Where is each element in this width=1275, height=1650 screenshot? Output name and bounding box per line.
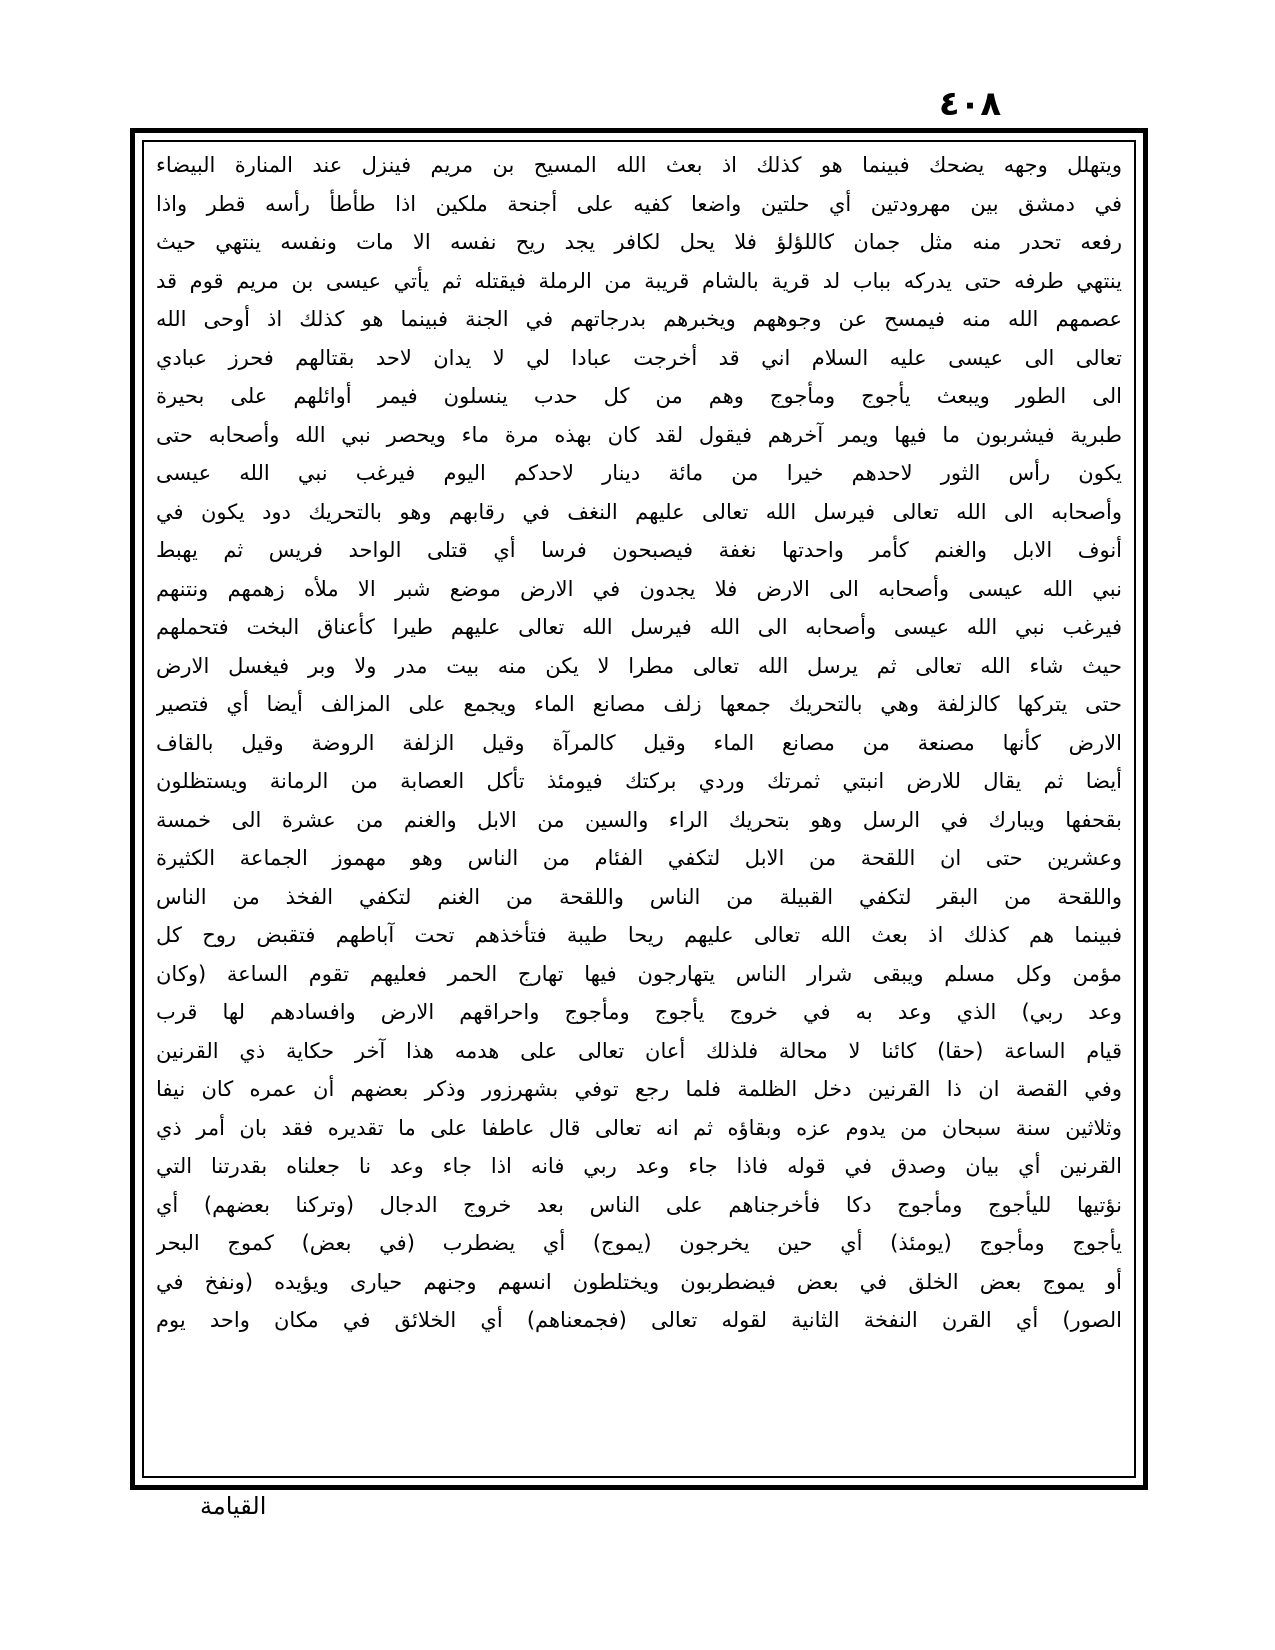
text-line: وثلاثين سنة سبحان من يدوم عزه وبقاؤه ثم انه تعالى قال عاطفا على ما تقديره فقد بان أمر ذي — [156, 1115, 1122, 1140]
text-line: عصمهم الله منه فيمسح عن وجوههم ويخبرهم بدرجاتهم في الجنة فبينما هو كذلك اذ أوحى الله — [156, 307, 1122, 331]
page-number: ٤٠٨ — [938, 84, 1002, 124]
text-line: وأصحابه الى الله تعالى فيرسل الله تعالى عليهم النغف في رقابهم وهو بالتحريك دود يكون في — [156, 499, 1122, 524]
text-line: وعشرين حتى ان اللقحة من الابل لتكفي الفئام من الناس وهو مهموز الجماعة الكثيرة — [156, 846, 1122, 870]
text-line: أنوف الابل والغنم كأمر واحدتها نغفة فيصبحون فرسا أي قتلى الواحد فريس ثم يهبط — [156, 538, 1122, 562]
text-line: بقحفها ويبارك في الرسل وهو بتحريك الراء والسين من الابل والغنم من عشرة الى خمسة — [156, 807, 1122, 832]
text-line: أيضا ثم يقال للارض انبتي ثمرتك وردي بركتك فيومئذ تأكل العصابة من الرمانة ويستظلون — [156, 769, 1122, 793]
text-line: حيث شاء الله تعالى ثم يرسل الله تعالى مطرا لا يكن منه بيت مدر ولا وبر فيغسل الارض — [156, 653, 1122, 678]
text-line: الارض كأنها مصنعة من مصانع الماء وقيل كالمرآة وقيل الزلفة الروضة وقيل بالقاف — [156, 730, 1122, 755]
text-line: يكون رأس الثور لاحدهم خيرا من مائة دينار لاحدكم اليوم فيرغب نبي الله عيسى — [156, 461, 1122, 485]
text-line: تعالى الى عيسى عليه السلام اني قد أخرجت عبادا لي لا يدان لاحد بقتالهم فحرز عبادي — [156, 345, 1122, 370]
text-line: حتى يتركها كالزلفة وهي بالتحريك جمعها زلف مصانع الماء ويجمع على المزالف أيضا أي فتصير — [156, 692, 1122, 716]
text-line: يأجوج ومأجوج (يومئذ) أي حين يخرجون (يموج) أي يضطرب (في بعض) كموج البحر — [156, 1231, 1122, 1255]
text-line: نؤتيها لليأجوج ومأجوج دكا فأخرجناهم على الناس بعد خروج الدجال (وتركنا بعضهم) أي — [156, 1192, 1122, 1217]
text-line: القرنين أي بيان وصدق في قوله فاذا جاء وعد ربي فانه اذا جاء وعد نا جعلناه بقدرتنا التي — [156, 1154, 1122, 1178]
catchword: القيامة — [200, 1492, 267, 1520]
text-line: ينتهي طرفه حتى يدركه بباب لد قرية بالشام قريبة من الرملة فيقتله ثم يأتي عيسى بن مريم قوم قد — [156, 268, 1122, 293]
text-line: واللقحة من البقر لتكفي القبيلة من الناس واللقحة من الغنم لتكفي الفخذ من الناس — [156, 884, 1122, 909]
text-line: فيرغب نبي الله عيسى وأصحابه الى الله فيرسل الله تعالى عليهم طيرا كأعناق البخت فتحملهم — [156, 615, 1122, 639]
text-line: قيام الساعة (حقا) كائنا لا محالة فلذلك أعان تعالى على هدمه هذا آخر حكاية ذي القرنين — [156, 1038, 1122, 1063]
text-line: مؤمن وكل مسلم ويبقى شرار الناس يتهارجون فيها تهارج الحمر فعليهم تقوم الساعة (وكان — [156, 961, 1122, 986]
text-line: فبينما هم كذلك اذ بعث الله تعالى عليهم ريحا طيبة فتأخذهم تحت آباطهم فتقبض روح كل — [156, 923, 1122, 947]
text-line: في دمشق بين مهرودتين أي حلتين واضعا كفيه على أجنحة ملكين اذا طأطأ رأسه قطر واذا — [156, 191, 1122, 216]
text-line: الى الطور ويبعث يأجوج ومأجوج وهم من كل حدب ينسلون فيمر أوائلهم على بحيرة — [156, 384, 1122, 408]
text-block — [156, 146, 1122, 1472]
text-line: نبي الله عيسى وأصحابه الى الارض فلا يجدون في الارض موضع شبر الا ملأه زهمهم ونتنهم — [156, 576, 1122, 601]
text-line: طبرية فيشربون ما فيها ويمر آخرهم فيقول لقد كان بهذه مرة ماء ويحصر نبي الله وأصحابه حتى — [156, 422, 1122, 447]
text-line: رفعه تحدر منه مثل جمان كاللؤلؤ فلا يحل لكافر يجد ريح نفسه الا مات ونفسه ينتهي حيث — [156, 230, 1122, 254]
text-line: الصور) أي القرن النفخة الثانية لقوله تعالى (فجمعناهم) أي الخلائق في مكان واحد يوم — [156, 1308, 1122, 1332]
text-line: وعد ربي) الذي وعد به في خروج يأجوج ومأجوج واحراقهم الارض وافسادهم لها قرب — [156, 1000, 1122, 1024]
text-line: وفي القصة ان ذا القرنين دخل الظلمة فلما رجع توفي بشهرزور وذكر بعضهم أن عمره كان نيفا — [156, 1077, 1122, 1101]
text-line: ويتهلل وجهه يضحك فبينما هو كذلك اذ بعث الله المسيح بن مريم فينزل عند المنارة البيضاء — [156, 153, 1122, 177]
text-line: أو يموج بعض الخلق في بعض فيضطربون ويختلطون انسهم وجنهم حيارى ويؤيده (ونفخ في — [156, 1269, 1122, 1294]
